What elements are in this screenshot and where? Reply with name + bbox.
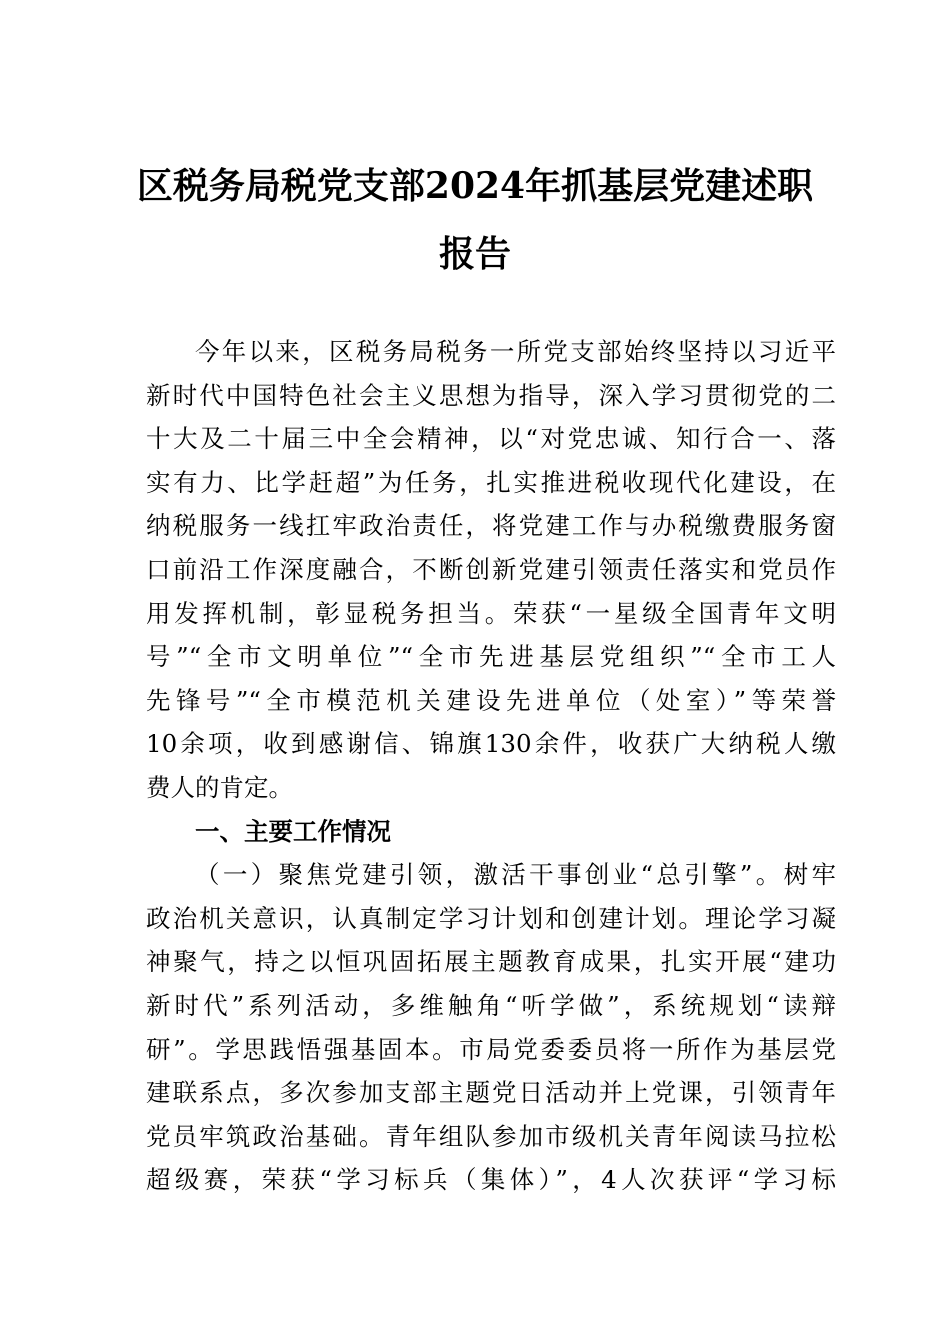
paragraph-line: 口前沿工作深度融合，不断创新党建引领责任落实和党员作 [146,555,836,584]
paragraph-line: 神聚气，持之以恒巩固拓展主题教育成果，扎实开展“建功 [146,947,836,977]
document-title-line-1: 区税务局税党支部2024年抓基层党建述职 [136,165,814,207]
paragraph-line: 纳税服务一线扛牢政治责任，将党建工作与办税缴费服务窗 [146,511,836,541]
paragraph-line: 十大及二十届三中全会精神，以“对党忠诚、知行合一、落 [146,424,836,454]
paragraph-line: 新时代中国特色社会主义思想为指导，深入学习贯彻党的二 [146,380,836,410]
paragraph-line: 实有力、比学赶超”为任务，扎实推进税收现代化建设，在 [146,467,836,497]
section-heading: 一、主要工作情况 [195,816,391,846]
paragraph-line: 研”。学思践悟强基固本。市局党委委员将一所作为基层党 [146,1034,836,1064]
paragraph-line: 超级赛，荣获“学习标兵（集体）”，4人次获评“学习标 [146,1165,836,1195]
paragraph-line: 先锋号”“全市模范机关建设先进单位（处室）”等荣誉 [146,685,836,715]
paragraph-line: 号”“全市文明单位”“全市先进基层党组织”“全市工人 [146,642,836,672]
paragraph-line: 政治机关意识，认真制定学习计划和创建计划。理论学习凝 [146,903,836,933]
paragraph-line: 10余项，收到感谢信、锦旗130余件，收获广大纳税人缴 [146,729,836,759]
paragraph-line: 新时代”系列活动，多维触角“听学做”，系统规划“读辩 [146,991,836,1020]
document-title-line-2: 报告 [438,233,511,275]
paragraph-line: 费人的肯定。 [146,773,293,802]
paragraph-line: 建联系点，多次参加支部主题党日活动并上党课，引领青年 [146,1078,836,1108]
paragraph-line: 用发挥机制，彰显税务担当。荣获“一星级全国青年文明 [146,598,836,628]
paragraph-line: 今年以来，区税务局税务一所党支部始终坚持以习近平 [195,337,836,366]
paragraph-line: （一）聚焦党建引领，激活干事创业“总引擎”。树牢 [195,860,836,890]
paragraph-line: 党员牢筑政治基础。青年组队参加市级机关青年阅读马拉松 [146,1121,836,1151]
